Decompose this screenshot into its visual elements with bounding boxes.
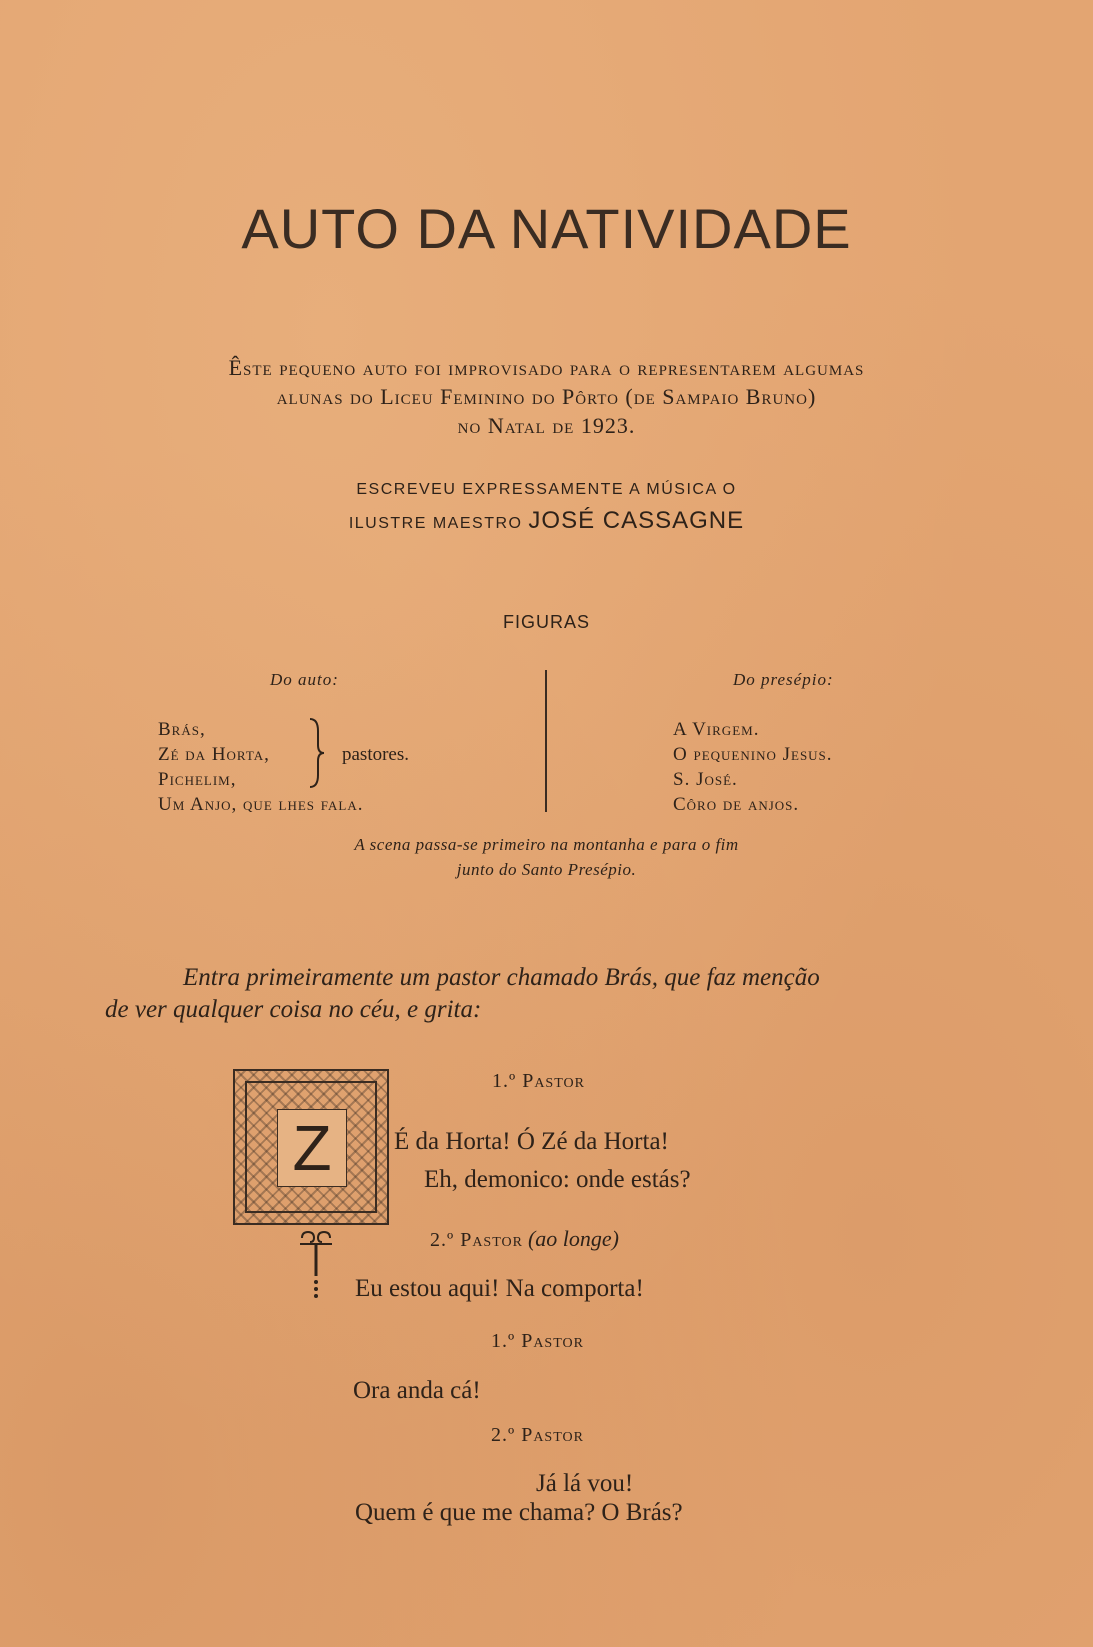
stage-direction-line-2: de ver qualquer coisa no céu, e grita: xyxy=(105,996,482,1023)
auto-column-heading: Do auto: xyxy=(270,670,339,689)
pastores-label: pastores. xyxy=(342,744,410,765)
ornament-icon xyxy=(296,1230,336,1307)
intro-line-2: alunas do Liceu Feminino do Pôrto (de Sampaio Bruno) xyxy=(276,384,817,409)
speaker-2: 2.º Pastor xyxy=(430,1229,523,1251)
stage-direction xyxy=(105,962,1005,1026)
column-divider xyxy=(545,670,547,812)
music-credit-line-2 xyxy=(100,507,993,535)
cast-item: Pichelim, xyxy=(158,769,237,790)
composer-name: JOSÉ CASSAGNE xyxy=(528,507,745,534)
cast-item: Côro de anjos. xyxy=(673,794,800,815)
stage-direction-line-1: Entra primeiramente um pastor chamado Brás, que faz menção xyxy=(183,964,820,991)
cast-item: A Virgem. xyxy=(673,719,760,740)
pastores-brace xyxy=(306,717,326,794)
verse-4b: Quem é que me chama? O Brás? xyxy=(355,1499,683,1526)
intro-line-1: Êste pequeno auto foi improvisado para o representarem algumas xyxy=(228,355,865,380)
verse-1a: É da Horta! Ó Zé da Horta! xyxy=(394,1128,669,1155)
auto-cast-list xyxy=(158,717,364,817)
verse-1b: Eh, demonico: onde estás? xyxy=(424,1166,691,1193)
presepio-cast-list xyxy=(673,717,833,817)
speaker-2-line xyxy=(430,1226,619,1252)
music-credit-line-1: ESCREVEU EXPRESSAMENTE A MÚSICA O xyxy=(356,481,737,498)
verse-2: Eu estou aqui! Na comporta! xyxy=(355,1275,644,1302)
music-credit-prefix: ILUSTRE MAESTRO xyxy=(348,515,523,532)
scene-note-line-1: A scena passa-se primeiro na montanha e para o fim xyxy=(354,835,739,854)
initial-letter: Z xyxy=(277,1109,347,1187)
intro-line-3: no Natal de 1923. xyxy=(457,413,636,438)
cast-item: S. José. xyxy=(673,769,738,790)
scene-note-line-2: junto do Santo Presépio. xyxy=(456,860,637,879)
speaker-3: 1.º Pastor xyxy=(491,1330,584,1352)
presepio-column-heading: Do presépio: xyxy=(733,670,834,689)
speaker-1: 1.º Pastor xyxy=(492,1070,585,1092)
scene-note xyxy=(250,832,843,882)
page-title: AUTO DA NATIVIDADE xyxy=(241,197,852,260)
cast-item: Brás, xyxy=(158,719,206,740)
figuras-heading: FIGURAS xyxy=(502,612,590,632)
decorated-initial xyxy=(233,1069,389,1225)
cast-item: Zé da Horta, xyxy=(158,744,270,765)
verse-4a: Já lá vou! xyxy=(536,1470,634,1497)
speaker-2-note: (ao longe) xyxy=(527,1226,619,1251)
verse-3: Ora anda cá! xyxy=(353,1377,481,1404)
anjo-line: Um Anjo, que lhes fala. xyxy=(158,794,364,815)
speaker-4: 2.º Pastor xyxy=(491,1424,584,1446)
cast-item: O pequenino Jesus. xyxy=(673,744,833,765)
